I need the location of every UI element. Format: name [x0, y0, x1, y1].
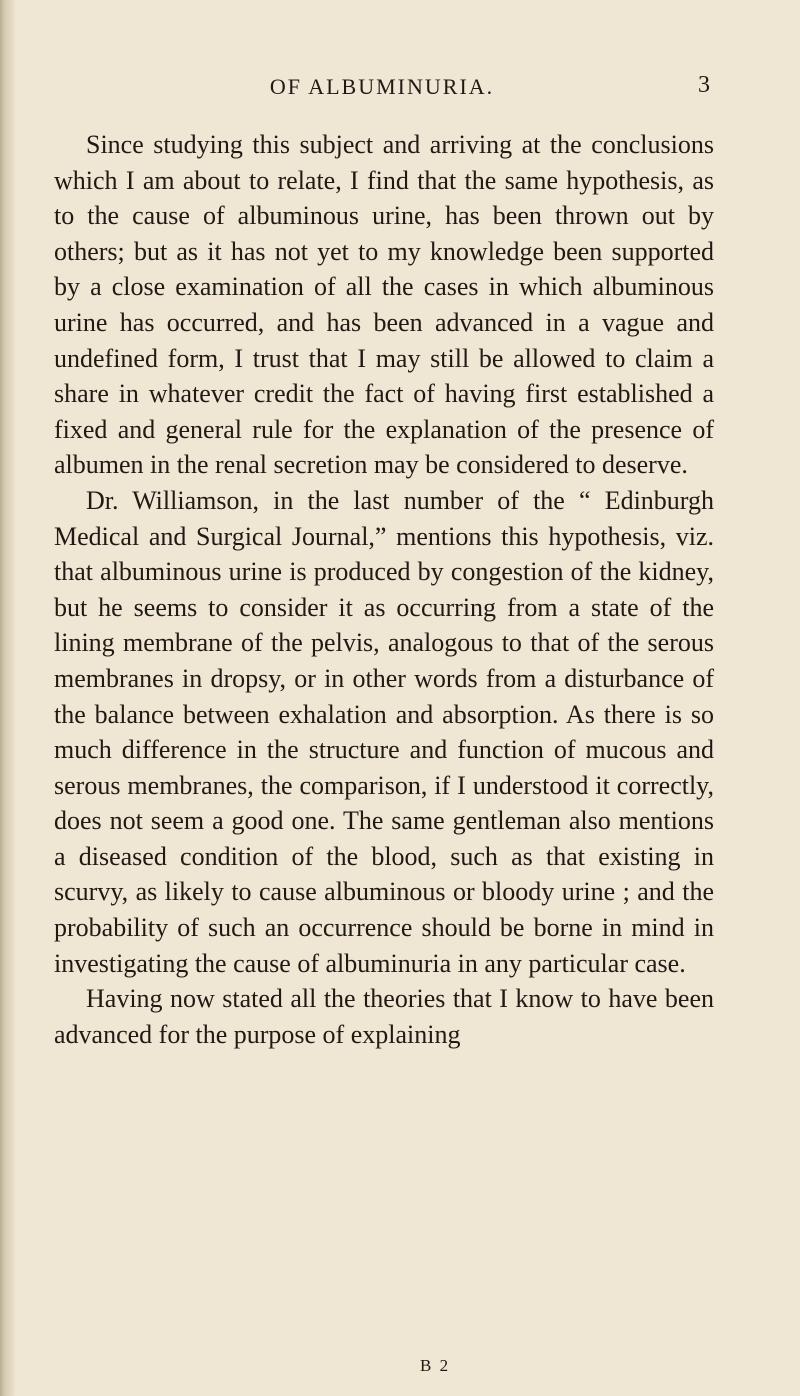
running-head: OF ALBUMINURIA.: [269, 74, 495, 99]
body-text: [54, 127, 714, 1052]
page-header: [52, 68, 712, 108]
page-number: 3: [698, 72, 710, 98]
page-binding-edge: [0, 0, 16, 1396]
paragraph: Dr. Williamson, in the last number of the “ Edinburgh Medical and Surgical Journal,” mentions this hypothesis, viz. that albuminous urine is produced by congestion of the kidney, but he seems to consider it as occurring from a state of the lining membrane of the pelvis, analogous to that of the serous membranes in dropsy, or in other words from a disturbance of the balance between exhalation and absorption. As there is so much difference in the structure and function of mucous and serous membranes, the comparison, if I understood it correctly, does not seem a good one. The same gentleman also mentions a diseased condition of the blood, such as that existing in scurvy, as likely to cause albuminous or bloody urine ; and the probability of such an occurrence should be borne in mind in investigating the cause of albuminuria in any particular case.: [54, 485, 714, 978]
paragraph: Having now stated all the theories that I know to have been advanced for the purpose of explaining: [54, 984, 714, 1049]
paragraph: Since studying this subject and arriving at the conclusions which I am about to relate, I find that the same hypothesis, as to the cause of albuminous urine, has been thrown out by others; but as it has not yet to my knowledge been supported by a close examination of all the cases in which albuminous urine has occurred, and has been advanced in a vague and undefined form, I trust that I may still be allowed to claim a share in whatever credit the fact of having first established a fixed and general rule for the explanation of the presence of albumen in the renal secretion may be considered to deserve.: [54, 130, 714, 480]
signature-mark: B 2: [420, 1356, 451, 1375]
